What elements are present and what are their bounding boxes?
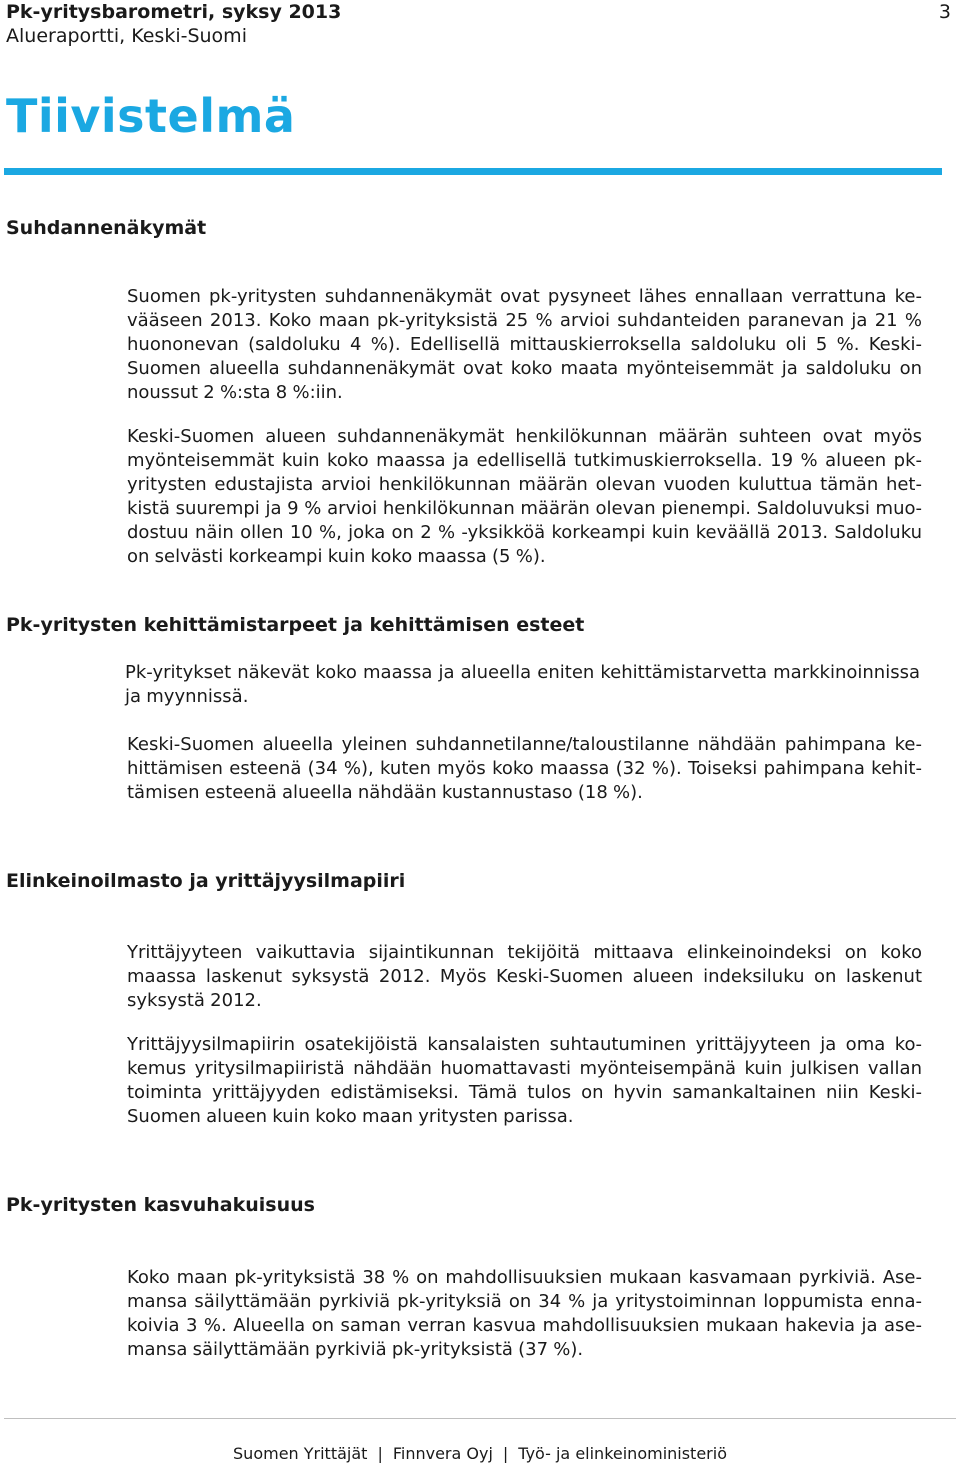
report-title: Pk-yritysbarometri, syksy 2013	[6, 1, 342, 23]
title-rule	[4, 168, 942, 175]
paragraph: Yrittäjyysilmapiirin osatekijöistä kansalaisten suhtautuminen yrittäjyyteen ja oma kokemus yritysilmapiiristä nähdään huomattavasti myönteisempänä kuin julkisen vallan toiminta yrittäjyyden edistämiseksi. Tämä tulos on hyvin samankaltainen niin Keski-Suomen alueen kuin koko maan yritysten parissa.	[127, 1034, 922, 1127]
footer-org-suomen-yrittajat: Suomen Yrittäjät	[233, 1444, 368, 1463]
paragraph: Koko maan pk-yrityksistä 38 % on mahdollisuuksien mukaan kasvamaan pyrkiviä. Asemansa säilyttämään pyrkiviä pk-yrityksiä on 34 % ja yritystoiminnan loppumista ennakoivia 3 %. Alueella on saman verran kasvua mahdollisuuksien mukaan hakevia ja asemansa säilyttämään pyrkiviä pk-yrityksistä (37 %).	[127, 1267, 922, 1360]
footer-rule	[4, 1418, 956, 1419]
section-heading-kasvuhakuisuus: Pk-yritysten kasvuhakuisuus	[6, 1194, 315, 1216]
footer-separator: |	[377, 1444, 383, 1463]
page-title: Tiivistelmä	[6, 89, 296, 143]
section-heading-elinkeinoilmasto: Elinkeinoilmasto ja yrittäjyysilmapiiri	[6, 870, 406, 892]
page-footer	[0, 1444, 960, 1464]
page-number: 3	[938, 1, 951, 23]
page-header	[6, 0, 341, 48]
paragraph: Keski-Suomen alueen suhdannenäkymät henkilökunnan määrän suhteen ovat myös myönteisemmät kuin koko maassa ja edellisellä tutkimuskierroksella. 19 % alueen pk-yritysten edustajista arvioi henkilökunnan määrän olevan vuoden kuluttua tämän hetkistä suurempi ja 9 % arvioi henkilökunnan määrän olevan pienempi. Saldoluvuksi muodostuu näin ollen 10 %, joka on 2 % -yksikköä korkeampi kuin keväällä 2013. Saldoluku on selvästi korkeampi kuin koko maassa (5 %).	[127, 426, 922, 567]
paragraph: Keski-Suomen alueella yleinen suhdannetilanne/taloustilanne nähdään pahimpana kehittämisen esteenä (34 %), kuten myös koko maassa (32 %). Toiseksi pahimpana kehittämisen esteenä alueella nähdään kustannustaso (18 %).	[127, 734, 922, 803]
section-heading-kehittamistarpeet: Pk-yritysten kehittämistarpeet ja kehittämisen esteet	[6, 614, 585, 636]
paragraph: Suomen pk-yritysten suhdannenäkymät ovat pysyneet lähes ennallaan verrattuna kevääseen 2013. Koko maan pk-yrityksistä 25 % arvioi suhdanteiden paranevan ja 21 % huononevan (saldoluku 4 %). Edellisellä mittauskierroksella saldoluku oli 5 %. Keski-Suomen alueella suhdannenäkymät ovat koko maata myönteisemmät ja saldoluku on noussut 2 %:sta 8 %:iin.	[127, 286, 922, 403]
footer-org-finnvera: Finnvera Oyj	[392, 1444, 493, 1463]
paragraph: Yrittäjyyteen vaikuttavia sijaintikunnan tekijöitä mittaava elinkeinoindeksi on koko maassa laskenut syksystä 2012. Myös Keski-Suomen alueen indeksiluku on laskenut syksystä 2012.	[127, 942, 922, 1011]
footer-org-tem: Työ- ja elinkeinoministeriö	[518, 1444, 727, 1463]
section-heading-suhdannenakymat: Suhdannenäkymät	[6, 217, 207, 239]
report-subtitle: Alueraportti, Keski-Suomi	[6, 25, 247, 47]
paragraph: Pk-yritykset näkevät koko maassa ja alueella eniten kehittämistarvetta markkinoinnissa ja myynnissä.	[125, 662, 920, 707]
footer-separator: |	[502, 1444, 509, 1463]
